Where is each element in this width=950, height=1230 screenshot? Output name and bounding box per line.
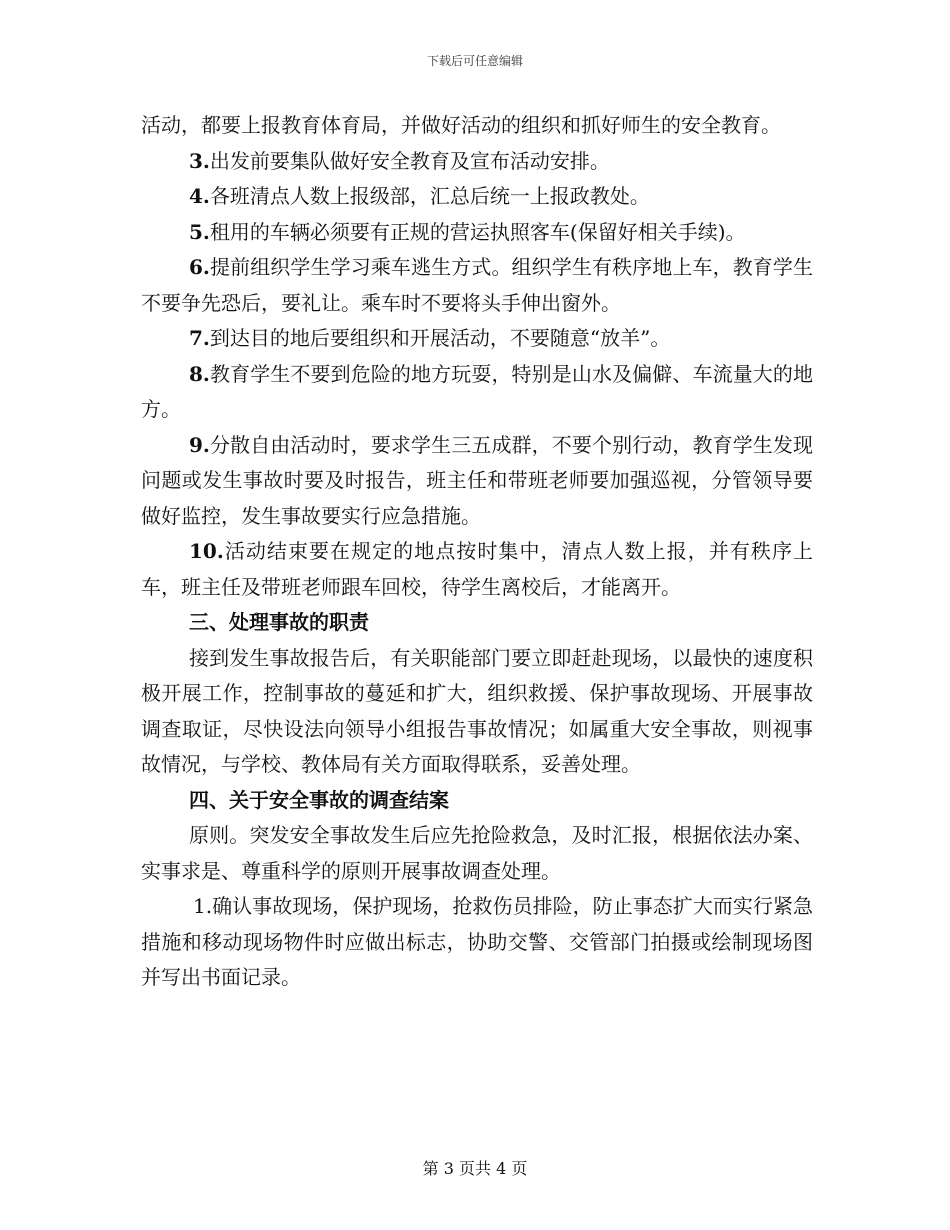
list-item [141, 250, 813, 321]
list-item [141, 357, 813, 428]
section-heading: 四、关于安全事故的调查结案 [189, 787, 449, 812]
item-number: 9. [189, 432, 210, 457]
item-number: 7. [189, 326, 210, 350]
item-text: 教育学生不要到危险的地方玩耍，特别是山水及偏僻、车流量大的地方。 [141, 361, 813, 421]
page-footer: 第 3 页共 4 页 [422, 1159, 528, 1178]
list-item [141, 534, 813, 605]
list-item [141, 428, 813, 535]
item-number: 5. [189, 219, 210, 244]
paragraph-text: 活动，都要上报教育体育局，并做好活动的组织和抓好师生的安全教育。 [141, 113, 781, 137]
item-number: 4. [189, 184, 210, 208]
section-heading: 三、处理事故的职责 [189, 610, 369, 634]
paragraph: 接到发生事故报告后，有关职能部门要立即赶赴现场，以最快的速度积极开展工作，控制事故的蔓延和扩大，组织救援、保护事故现场、开展事故调查取证，尽快设法向领导小组报告事故情况；如属重大安全事故，则视事故情况，与学校、教体局有关方面取得联系，妥善处理。 [141, 645, 813, 776]
item-number: 6. [189, 255, 210, 279]
page-header: 下载后可任意编辑 [426, 54, 523, 68]
item-text: 分散自由活动时，要求学生三五成群，不要个别行动，教育学生发现问题或发生事故时要及时报告，班主任和带班老师要加强巡视，分管领导要做好监控，发生事故要实行应急措施。 [141, 432, 813, 528]
list-item: 1.确认事故现场，保护现场，抢救伤员排险，防止事态扩大而实行紧急措施和移动现场物件时应做出标志，协助交警、交管部门拍摄或绘制现场图并写出书面记录。 [141, 894, 813, 989]
list-item [141, 215, 813, 251]
item-text: 到达目的地后要组织和开展活动，不要随意“放羊”。 [209, 326, 671, 350]
item-text: 出发前要集队做好安全教育及宣布活动安排。 [209, 148, 610, 173]
item-number: 3. [189, 148, 210, 173]
document-body [141, 108, 813, 996]
paragraph [141, 108, 813, 144]
paragraph: 原则。突发安全事故发生后应先抢险救急，及时汇报，根据依法办案、实事求是、尊重科学的原则开展事故调查处理。 [141, 823, 813, 883]
item-text: 租用的车辆必须要有正规的营运执照客车(保留好相关手续)。 [209, 219, 746, 244]
list-item [141, 179, 813, 215]
item-number: 10. [189, 539, 224, 563]
item-text: 各班清点人数上报级部，汇总后统一上报政教处。 [209, 184, 650, 208]
list-item [141, 144, 813, 180]
item-text: 活动结束要在规定的地点按时集中，清点人数上报，并有秩序上车，班主任及带班老师跟车回校，待学生离校后，才能离开。 [141, 539, 813, 599]
item-number: 8. [189, 361, 210, 386]
list-item [141, 321, 813, 357]
item-text: 提前组织学生学习乘车逃生方式。组织学生有秩序地上车，教育学生不要争先恐后，要礼让。乘车时不要将头手伸出窗外。 [141, 255, 813, 315]
